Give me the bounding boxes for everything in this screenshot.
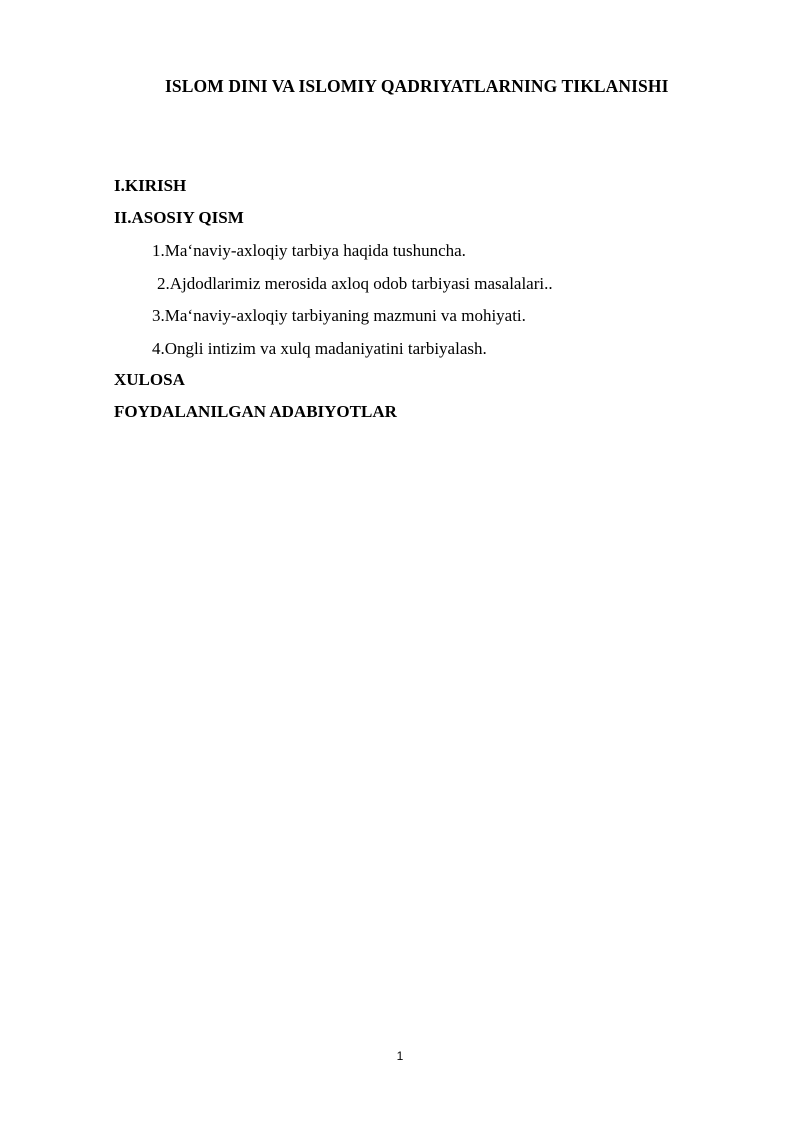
toc-item-4: 4.Ongli intizim va xulq madaniyatini tarbiyalash. — [152, 339, 487, 358]
toc-conclusion: XULOSA — [114, 370, 185, 389]
toc-main-part: II.ASOSIY QISM — [114, 208, 244, 227]
toc-intro: I.KIRISH — [114, 176, 187, 195]
page-number: 1 — [396, 1049, 404, 1063]
document-title: ISLOM DINI VA ISLOMIY QADRIYATLARNING TIKLANISHI — [165, 76, 669, 96]
toc-item-2: 2.Ajdodlarimiz merosida axloq odob tarbiyasi masalalari.. — [157, 274, 553, 293]
toc-item-3: 3.Ma‘naviy-axloqiy tarbiyaning mazmuni va mohiyati. — [152, 306, 526, 325]
toc-item-1: 1.Ma‘naviy-axloqiy tarbiya haqida tushuncha. — [152, 241, 466, 260]
toc-references: FOYDALANILGAN ADABIYOTLAR — [114, 402, 397, 421]
